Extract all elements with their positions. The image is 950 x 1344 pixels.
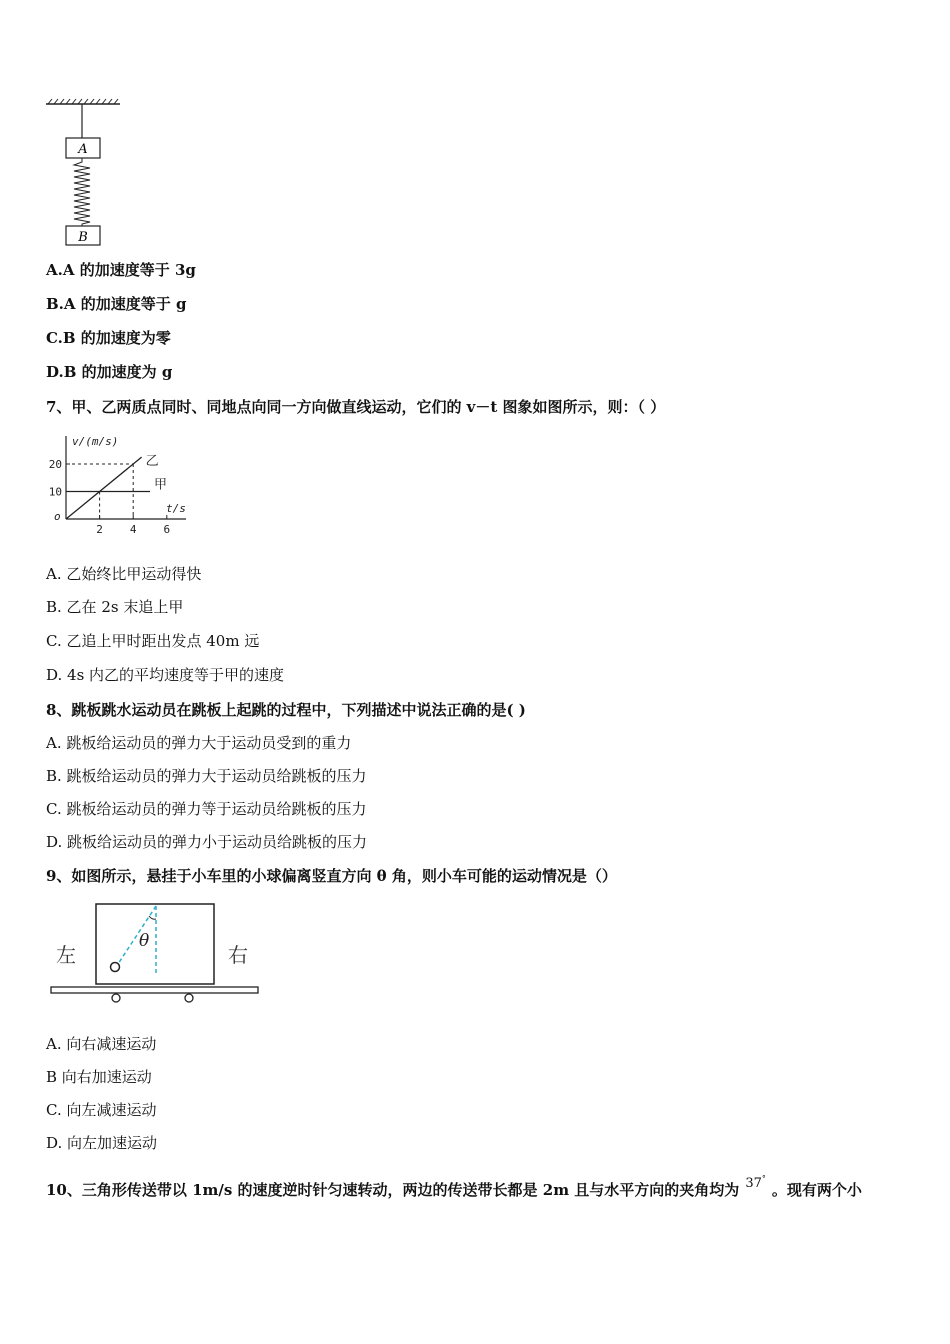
q9-stem: 9、如图所示，悬挂于小车里的小球偏离竖直方向 θ 角，则小车可能的运动情况是（） xyxy=(46,867,617,885)
q8-option-d: D. 跳板给运动员的弹力小于运动员给跳板的压力 xyxy=(46,833,368,851)
wheel-right xyxy=(185,994,193,1002)
block-b-label: B xyxy=(78,230,88,245)
q8-option-a: A. 跳板给运动员的弹力大于运动员受到的重力 xyxy=(46,734,352,752)
x-tick-label-4: 4 xyxy=(129,523,137,536)
q10-stem xyxy=(46,1174,862,1203)
q7-option-b: B. 乙在 2s 末追上甲 xyxy=(46,598,184,616)
x-tick-label-6: 6 xyxy=(163,523,171,536)
q8-stem: 8、跳板跳水运动员在跳板上起跳的过程中，下列描述中说法正确的是( ) xyxy=(46,701,526,719)
series-label-yi: 乙 xyxy=(145,454,159,470)
angle-label: θ xyxy=(139,931,150,951)
q6-option-d: D.B 的加速度为 g xyxy=(46,363,173,381)
left-label: 左 xyxy=(56,943,76,967)
pendulum-string xyxy=(118,906,156,964)
q9-option-a: A. 向右减速运动 xyxy=(46,1035,157,1053)
q8-option-b: B. 跳板给运动员的弹力大于运动员给跳板的压力 xyxy=(46,767,367,785)
q9-option-d: D. 向左加速运动 xyxy=(46,1134,158,1152)
angle-37 xyxy=(745,1176,766,1191)
q7-option-c: C. 乙追上甲时距出发点 40m 远 xyxy=(46,632,260,650)
series-line-yi xyxy=(66,457,142,519)
y-tick-label-10: 10 xyxy=(48,485,62,499)
spring xyxy=(74,158,90,226)
q6-option-b: B.A 的加速度等于 g xyxy=(46,295,187,313)
q7-option-a: A. 乙始终比甲运动得快 xyxy=(46,565,202,583)
q10-stem-tail: 。现有两个小 xyxy=(771,1181,862,1199)
pendulum-ball xyxy=(111,963,120,972)
y-axis-label: v/(m/s) xyxy=(72,435,119,448)
angle-arc xyxy=(149,916,156,919)
spring-figure xyxy=(44,96,124,248)
ceiling xyxy=(46,99,120,104)
angle-value: 37 xyxy=(745,1176,762,1191)
q8-option-c: C. 跳板给运动员的弹力等于运动员给跳板的压力 xyxy=(46,800,367,818)
x-axis-label: t/s xyxy=(166,502,186,515)
wheel-left xyxy=(112,994,120,1002)
q7-option-d: D. 4s 内乙的平均速度等于甲的速度 xyxy=(46,666,285,684)
cart-figure xyxy=(46,898,266,1008)
vt-chart xyxy=(44,428,194,538)
series-label-jia: 甲 xyxy=(154,477,168,493)
cart-base xyxy=(51,987,258,993)
q9-option-c: C. 向左减速运动 xyxy=(46,1101,157,1119)
degree-symbol: ° xyxy=(761,1174,766,1183)
q6-option-c: C.B 的加速度为零 xyxy=(46,329,171,347)
x-tick-label-2: 2 xyxy=(96,523,103,536)
q6-option-a: A.A 的加速度等于 3g xyxy=(46,261,196,279)
q7-stem: 7、甲、乙两质点同时、同地点向同一方向做直线运动，它们的 v－t 图象如图所示，则：（ ） xyxy=(46,398,666,416)
right-label: 右 xyxy=(228,943,248,967)
q9-option-b: B 向右加速运动 xyxy=(46,1068,152,1086)
y-tick-label-20: 20 xyxy=(48,458,62,471)
q10-stem-text: 10、三角形传送带以 1m/s 的速度逆时针匀速转动，两边的传送带长都是 2m 且与水平方向的夹角均为 xyxy=(46,1181,740,1199)
origin-label: o xyxy=(54,510,61,523)
block-a-label: A xyxy=(78,142,88,157)
